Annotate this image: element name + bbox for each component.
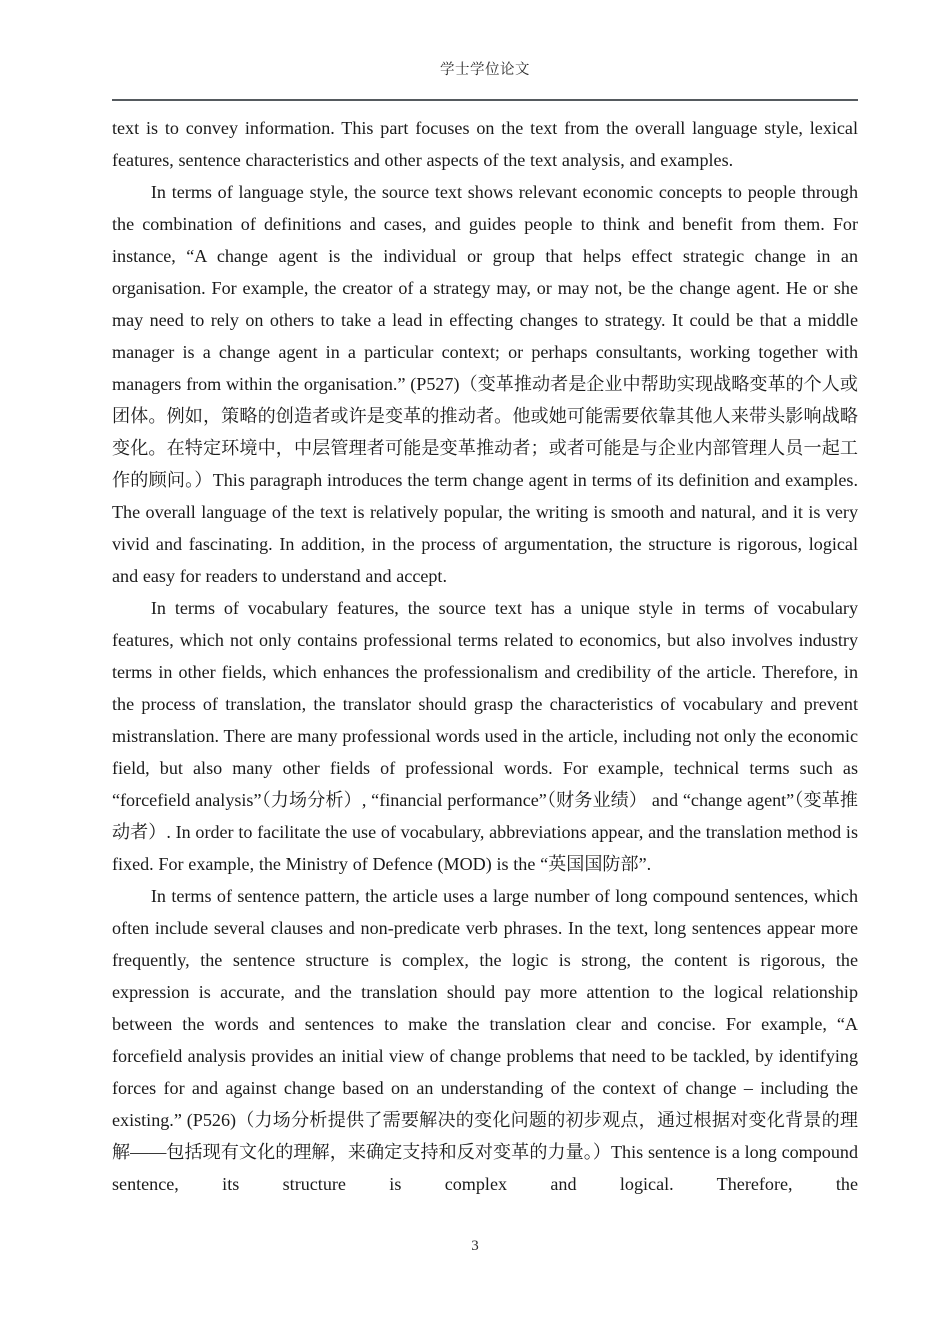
header-divider (112, 99, 858, 101)
page-number: 3 (471, 1238, 479, 1254)
running-header (112, 62, 858, 79)
paragraph-vocabulary-features: In terms of vocabulary features, the source text has a unique style in terms of vocabulary features, which not only contains professional terms related to economics, but also involves industry terms in other fields, which enhances the professionalism and credibility of the article. Therefore, in the process of translation, the translator should grasp the characteristics of vocabulary and prevent mistranslation. There are many professional words used in the article, including not only the economic field, but also many other fields of professional words. For example, technical terms such as “forcefield analysis”（力场分析）, “financial performance”（财务业绩） and “change agent”（变革推动者）. In order to facilitate the use of vocabulary, abbreviations appear, and the translation method is fixed. For example, the Ministry of Defence (MOD) is the “英国国防部”. (112, 598, 858, 874)
paragraph-sentence-pattern: In terms of sentence pattern, the article uses a large number of long compound sentences, which often include several clauses and non-predicate verb phrases. In the text, long sentences appear more frequently, the sentence structure is complex, the logic is strong, the content is rigorous, the expression is accurate, and the translation should pay more attention to the logical relationship between the words and sentences to make the translation clear and concise. For example, “A forcefield analysis provides an initial view of change problems that need to be tackled, by identifying forces for and against change based on an understanding of the context of change – including the existing.” (P526)（力场分析提供了需要解决的变化问题的初步观点，通过根据对变化背景的理解——包括现有文化的理解，来确定支持和反对变革的力量。）This sentence is a long compound sentence, its structure is complex and logical. Therefore, the (112, 886, 858, 1194)
paragraph-language-style: In terms of language style, the source text shows relevant economic concepts to people through the combination of definitions and cases, and guides people to think and benefit from them. For instance, “A change agent is the individual or group that helps effect strategic change in an organisation. For example, the creator of a strategy may, or may not, be the change agent. He or she may need to rely on others to take a lead in effecting changes to strategy. It could be that a middle manager is a change agent in a particular context; or perhaps consultants, working together with managers from within the organisation.” (P527)（变革推动者是企业中帮助实现战略变革的个人或团体。例如，策略的创造者或许是变革的推动者。他或她可能需要依靠其他人来带头影响战略变化。在特定环境中，中层管理者可能是变革推动者；或者可能是与企业内部管理人员一起工作的顾问。）This paragraph introduces the term change agent in terms of its definition and examples. The overall language of the text is relatively popular, the writing is smooth and natural, and it is very vivid and fascinating. In addition, in the process of argumentation, the structure is rigorous, logical and easy for readers to understand and accept. (112, 182, 858, 586)
header-title: 学士学位论文 (440, 62, 530, 78)
body-content (112, 112, 858, 1200)
paragraph-text-purpose: text is to convey information. This part focuses on the text from the overall language style, lexical features, sentence characteristics and other aspects of the text analysis, and examples. (112, 118, 858, 170)
